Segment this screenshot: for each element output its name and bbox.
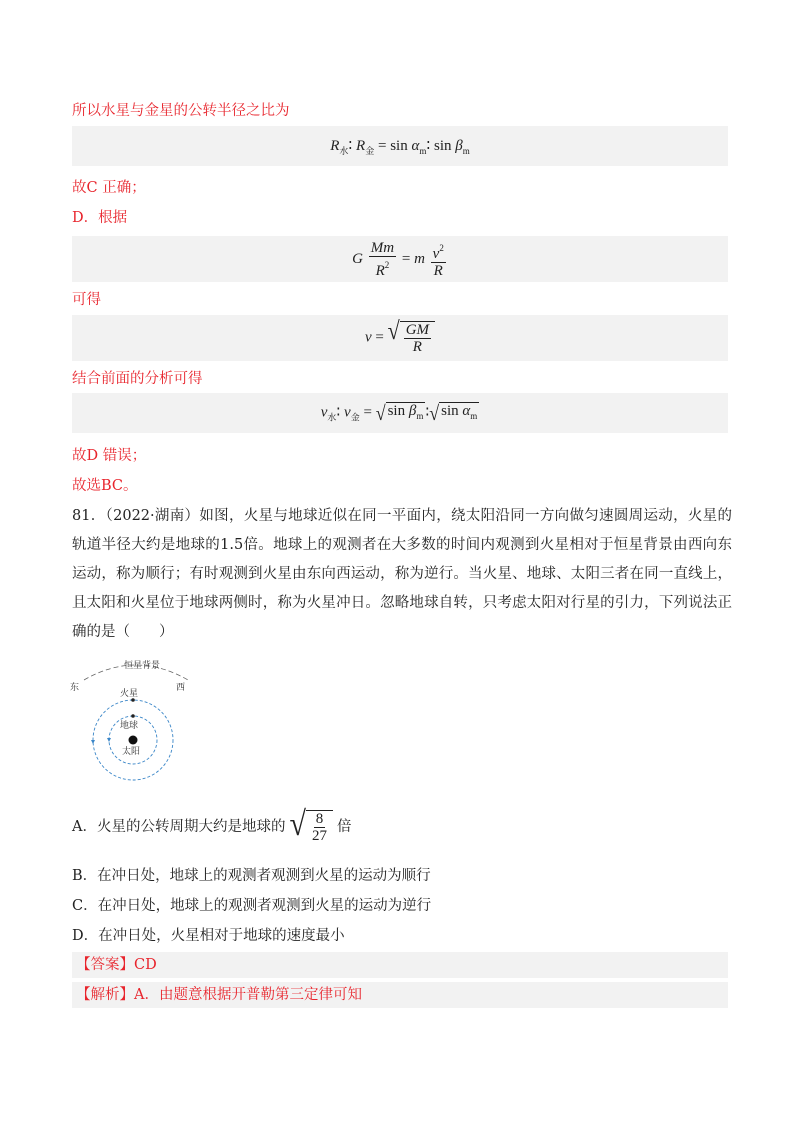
- text-line: 所以水星与金星的公转半径之比为: [72, 103, 290, 119]
- earth-label: 地球: [120, 721, 139, 731]
- text-line: 结合前面的分析可得: [72, 371, 203, 387]
- orbit-diagram: [66, 652, 206, 782]
- sun-label: 太阳: [122, 747, 141, 757]
- analysis-text: A．由题意根据开普勒第三定律可知: [134, 987, 362, 1003]
- equation-box: [72, 315, 728, 361]
- option-c: C．在冲日处，地球上的观测者观测到火星的运动为逆行: [72, 898, 432, 914]
- answer-bar: [72, 952, 728, 978]
- answer-label: 【答案】: [76, 957, 134, 973]
- question-text: 81．（2022·湖南）如图，火星与地球近似在同一平面内，绕太阳沿同一方向做匀速圆周运动，火星的轨道半径大约是地球的1.5倍。地球上的观测者在大多数的时间内观测到火星相对于恒星背景由西向东运动，称为顺行；有时观测到火星由东向西运动，称为逆行。当火星、地球、太阳三者在同一直线上，且太阳和火星位于地球两侧时，称为火星冲日。忽略地球自转，只考虑太阳对行星的引力，下列说法正确的是（ ）: [72, 508, 732, 640]
- mars-orbit-arrow: [91, 740, 95, 744]
- equation-box: [72, 236, 728, 282]
- sun-dot: [129, 736, 138, 745]
- option-b: B．在冲日处，地球上的观测者观测到火星的运动为顺行: [72, 868, 431, 884]
- analysis-bar: [72, 982, 728, 1008]
- text-line: D．根据: [72, 210, 128, 226]
- option-a: A．火星的公转周期大约是地球的 √ $\frac{8}{27}$ 倍: [72, 805, 352, 844]
- text-line: 故C 正确；: [72, 180, 146, 196]
- equation-gravity: G $\frac{Mm}{R^2}$ = m $\frac{v^2}{R}$: [352, 239, 444, 279]
- equation-box: [72, 126, 728, 166]
- earth-dot: [131, 714, 135, 718]
- text-line: 故D 错误；: [72, 448, 147, 464]
- analysis-label: 【解析】: [76, 987, 134, 1003]
- earth-orbit-arrow: [107, 738, 111, 742]
- west-label: 西: [176, 683, 186, 693]
- east-label: 东: [70, 683, 80, 693]
- equation-box: [72, 393, 728, 433]
- equation-velocity: v = √ $\frac{GM}{R}$: [365, 321, 435, 355]
- answer-value: CD: [134, 957, 157, 973]
- equation-velocity-ratio: $v_水∶$ $v_金$ = √ $\sin \beta_m$ ∶ √ $\sin \alpha_m$: [320, 401, 478, 425]
- text-line: 可得: [72, 292, 101, 308]
- star-background-label: 恒星背景: [124, 661, 161, 671]
- text-line: 故选BC。: [72, 478, 138, 494]
- equation-radius-ratio: $R_水∶$ $R_金 = \sin$ $\alpha_m∶$ $\sin \beta_m$: [330, 137, 470, 156]
- option-d: D．在冲日处，火星相对于地球的速度最小: [72, 928, 345, 944]
- mars-label: 火星: [120, 689, 139, 699]
